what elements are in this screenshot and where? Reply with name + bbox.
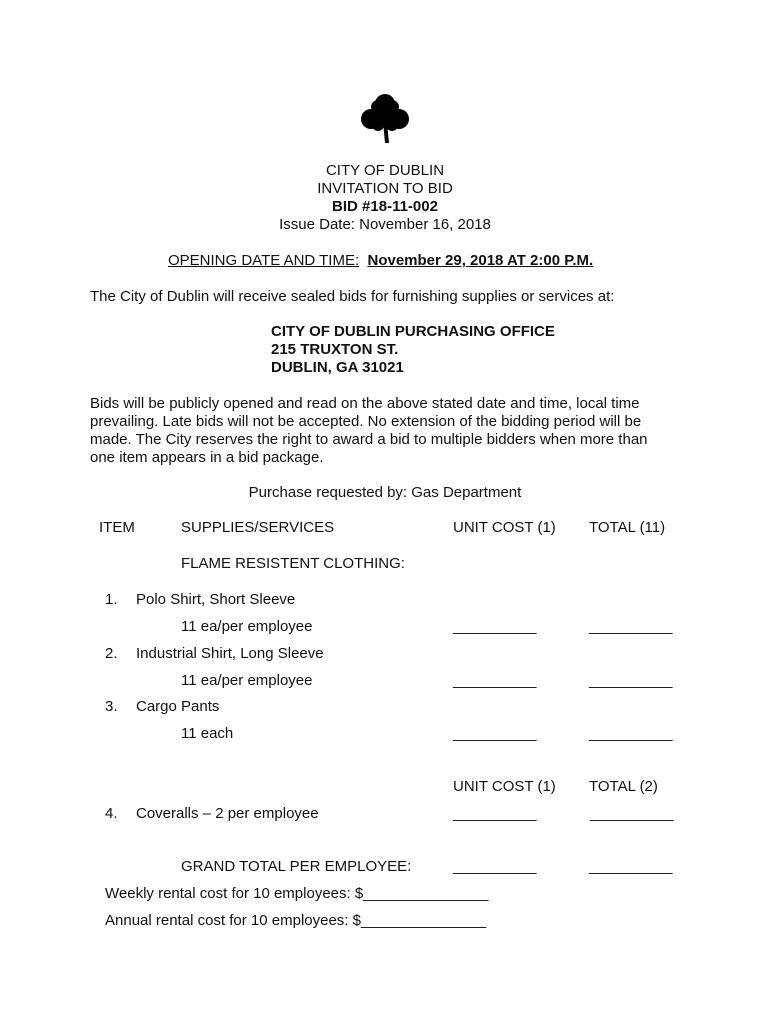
bid-number: BID #18-11-002 [332, 198, 438, 215]
paragraph-line-1: Bids will be publicly opened and read on the above stated date and time, local time [90, 395, 640, 412]
paragraph-line-4: one item appears in a bid package. [90, 449, 324, 466]
grand-total-unit-blank[interactable]: __________ [453, 858, 537, 875]
col-header-total: TOTAL (11) [589, 519, 666, 536]
col-header-unit-cost-2: UNIT COST (1) [453, 778, 556, 795]
opening-label: OPENING DATE AND TIME: [168, 252, 360, 269]
col-header-unit-cost: UNIT COST (1) [453, 519, 556, 536]
item-quantity: 11 ea/per employee [181, 672, 313, 689]
total-blank[interactable]: __________ [589, 618, 673, 635]
item-number: 2. [105, 645, 118, 662]
address-line-3: DUBLIN, GA 31021 [271, 359, 404, 376]
grand-total-label: GRAND TOTAL PER EMPLOYEE: [181, 858, 412, 875]
section-title: FLAME RESISTENT CLOTHING: [181, 555, 405, 572]
col-header-item: ITEM [99, 519, 135, 536]
unit-cost-blank[interactable]: __________ [453, 672, 537, 689]
unit-cost-blank[interactable]: __________ [453, 725, 537, 742]
item-name: Coveralls – 2 per employee [136, 805, 319, 822]
total-blank[interactable]: __________ [590, 805, 674, 822]
item-number: 1. [105, 591, 118, 608]
col-header-total-2: TOTAL (2) [589, 778, 658, 795]
opening-value: November 29, 2018 AT 2:00 P.M. [367, 252, 594, 269]
weekly-rental-line[interactable]: Weekly rental cost for 10 employees: $_______________ [105, 885, 489, 902]
annual-rental-line[interactable]: Annual rental cost for 10 employees: $_______________ [105, 912, 487, 929]
item-name: Polo Shirt, Short Sleeve [136, 591, 296, 608]
item-quantity: 11 each [181, 725, 234, 742]
opening-line [168, 252, 593, 270]
item-name: Cargo Pants [136, 698, 220, 715]
paragraph-line-2: prevailing. Late bids will not be accepted. No extension of the bidding period will be [90, 413, 642, 430]
address-line-2: 215 TRUXTON ST. [271, 341, 399, 358]
item-number: 4. [105, 805, 118, 822]
item-name: Industrial Shirt, Long Sleeve [136, 645, 324, 662]
item-quantity: 11 ea/per employee [181, 618, 313, 635]
item-number: 3. [105, 698, 118, 715]
address-line-1: CITY OF DUBLIN PURCHASING OFFICE [271, 323, 555, 340]
intro-text: The City of Dublin will receive sealed bids for furnishing supplies or services at: [90, 288, 615, 305]
total-blank[interactable]: __________ [589, 725, 673, 742]
requested-by: Purchase requested by: Gas Department [248, 484, 522, 501]
shamrock-icon [357, 92, 413, 144]
col-header-supplies: SUPPLIES/SERVICES [181, 519, 335, 536]
paragraph-line-3: made. The City reserves the right to award a bid to multiple bidders when more than [90, 431, 648, 448]
unit-cost-blank[interactable]: __________ [453, 618, 537, 635]
total-blank[interactable]: __________ [589, 672, 673, 689]
header-invitation: INVITATION TO BID [317, 180, 453, 197]
grand-total-blank[interactable]: __________ [589, 858, 673, 875]
unit-cost-blank[interactable]: __________ [453, 805, 537, 822]
header-city: CITY OF DUBLIN [325, 162, 445, 179]
issue-date: Issue Date: November 16, 2018 [279, 216, 491, 233]
